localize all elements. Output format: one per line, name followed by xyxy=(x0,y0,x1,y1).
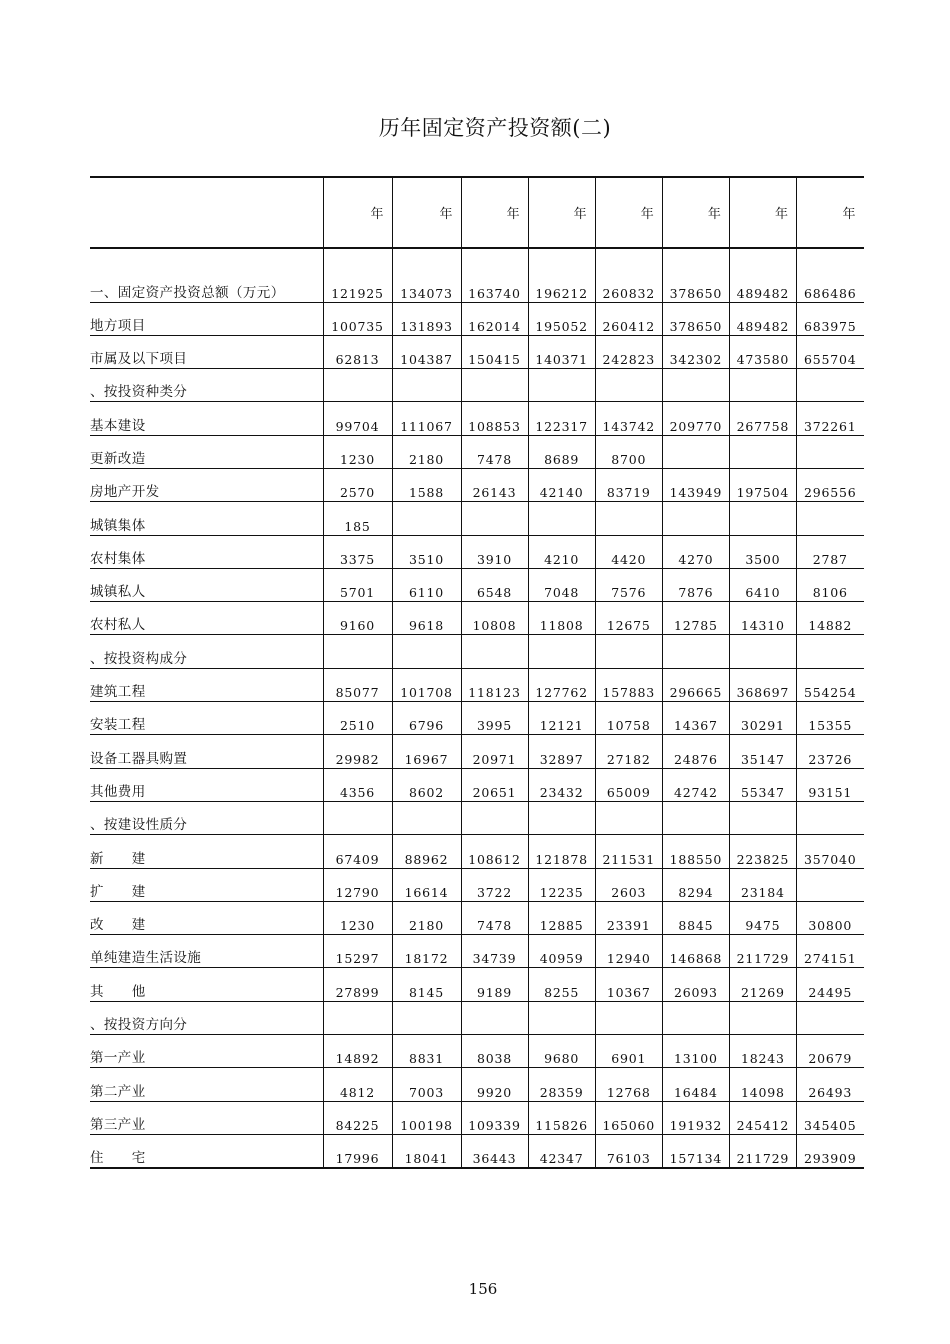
value-cell: 223825 xyxy=(729,835,796,868)
table-row xyxy=(90,1101,864,1134)
investment-table xyxy=(90,176,864,1169)
value-cell: 1230 xyxy=(323,901,392,934)
value-cell: 84225 xyxy=(323,1101,392,1134)
row-label: 、按投资种类分 xyxy=(90,369,323,402)
value-cell: 191932 xyxy=(662,1101,729,1134)
value-cell: 9920 xyxy=(461,1068,528,1101)
value-cell: 134073 xyxy=(392,248,461,302)
value-cell: 20971 xyxy=(461,735,528,768)
value-cell: 368697 xyxy=(729,668,796,701)
table-row xyxy=(90,1035,864,1068)
value-cell xyxy=(392,502,461,535)
table-row xyxy=(90,335,864,368)
value-cell: 357040 xyxy=(796,835,863,868)
row-label: 农村集体 xyxy=(90,535,323,568)
value-cell: 10367 xyxy=(595,968,662,1001)
value-cell: 23184 xyxy=(729,868,796,901)
header-corner-cell xyxy=(90,177,323,248)
value-cell: 211729 xyxy=(729,1134,796,1167)
value-cell xyxy=(323,635,392,668)
value-cell: 42742 xyxy=(662,768,729,801)
value-cell: 9618 xyxy=(392,602,461,635)
table-row xyxy=(90,568,864,601)
value-cell: 14367 xyxy=(662,702,729,735)
value-cell: 188550 xyxy=(662,835,729,868)
year-header-cell: 年 xyxy=(392,177,461,248)
value-cell: 32897 xyxy=(528,735,595,768)
value-cell: 473580 xyxy=(729,335,796,368)
value-cell xyxy=(595,801,662,834)
table-row xyxy=(90,935,864,968)
value-cell: 23391 xyxy=(595,901,662,934)
value-cell: 2603 xyxy=(595,868,662,901)
value-cell: 23726 xyxy=(796,735,863,768)
value-cell: 9680 xyxy=(528,1035,595,1068)
value-cell: 15297 xyxy=(323,935,392,968)
value-cell xyxy=(392,369,461,402)
value-cell: 3722 xyxy=(461,868,528,901)
value-cell xyxy=(796,502,863,535)
value-cell: 18041 xyxy=(392,1134,461,1167)
row-label: 、按投资方向分 xyxy=(90,1001,323,1034)
value-cell: 163740 xyxy=(461,248,528,302)
value-cell xyxy=(392,635,461,668)
table-row xyxy=(90,402,864,435)
value-cell xyxy=(323,801,392,834)
table-row xyxy=(90,868,864,901)
value-cell: 28359 xyxy=(528,1068,595,1101)
value-cell: 83719 xyxy=(595,468,662,501)
table-row xyxy=(90,468,864,501)
table-row xyxy=(90,768,864,801)
value-cell: 13100 xyxy=(662,1035,729,1068)
value-cell: 7478 xyxy=(461,901,528,934)
value-cell xyxy=(729,635,796,668)
value-cell: 99704 xyxy=(323,402,392,435)
row-label: 其他费用 xyxy=(90,768,323,801)
table-row xyxy=(90,735,864,768)
row-label: 地方项目 xyxy=(90,302,323,335)
value-cell: 14310 xyxy=(729,602,796,635)
value-cell: 26143 xyxy=(461,468,528,501)
value-cell: 10758 xyxy=(595,702,662,735)
row-label: 新 建 xyxy=(90,835,323,868)
value-cell: 8294 xyxy=(662,868,729,901)
value-cell: 4270 xyxy=(662,535,729,568)
table-row xyxy=(90,801,864,834)
value-cell: 345405 xyxy=(796,1101,863,1134)
row-label: 单纯建造生活设施 xyxy=(90,935,323,968)
value-cell: 143949 xyxy=(662,468,729,501)
year-header-cell: 年 xyxy=(729,177,796,248)
value-cell: 108853 xyxy=(461,402,528,435)
value-cell: 9160 xyxy=(323,602,392,635)
value-cell: 34739 xyxy=(461,935,528,968)
row-label: 安装工程 xyxy=(90,702,323,735)
value-cell: 18172 xyxy=(392,935,461,968)
value-cell xyxy=(461,801,528,834)
value-cell xyxy=(595,1001,662,1034)
table-row xyxy=(90,668,864,701)
value-cell: 3510 xyxy=(392,535,461,568)
value-cell: 5701 xyxy=(323,568,392,601)
value-cell: 140371 xyxy=(528,335,595,368)
value-cell: 7048 xyxy=(528,568,595,601)
value-cell: 6410 xyxy=(729,568,796,601)
row-label: 城镇私人 xyxy=(90,568,323,601)
value-cell: 108612 xyxy=(461,835,528,868)
value-cell xyxy=(528,1001,595,1034)
value-cell xyxy=(528,502,595,535)
value-cell: 42347 xyxy=(528,1134,595,1167)
value-cell: 121925 xyxy=(323,248,392,302)
row-label: 一、固定资产投资总额（万元） xyxy=(90,248,323,302)
value-cell: 6110 xyxy=(392,568,461,601)
row-label: 农村私人 xyxy=(90,602,323,635)
value-cell: 245412 xyxy=(729,1101,796,1134)
value-cell: 157134 xyxy=(662,1134,729,1167)
value-cell: 16967 xyxy=(392,735,461,768)
value-cell: 242823 xyxy=(595,335,662,368)
value-cell: 88962 xyxy=(392,835,461,868)
value-cell xyxy=(461,369,528,402)
value-cell: 211531 xyxy=(595,835,662,868)
value-cell xyxy=(662,635,729,668)
table-row xyxy=(90,1001,864,1034)
value-cell: 36443 xyxy=(461,1134,528,1167)
value-cell: 3995 xyxy=(461,702,528,735)
row-label: 更新改造 xyxy=(90,435,323,468)
table-row xyxy=(90,635,864,668)
table-body xyxy=(90,248,864,1168)
row-label: 城镇集体 xyxy=(90,502,323,535)
value-cell: 372261 xyxy=(796,402,863,435)
value-cell xyxy=(729,502,796,535)
value-cell: 296556 xyxy=(796,468,863,501)
row-label: 房地产开发 xyxy=(90,468,323,501)
value-cell: 211729 xyxy=(729,935,796,968)
value-cell: 342302 xyxy=(662,335,729,368)
value-cell: 8106 xyxy=(796,568,863,601)
value-cell: 4356 xyxy=(323,768,392,801)
row-label: 改 建 xyxy=(90,901,323,934)
value-cell: 62813 xyxy=(323,335,392,368)
value-cell xyxy=(729,435,796,468)
year-header-cell: 年 xyxy=(796,177,863,248)
value-cell xyxy=(461,1001,528,1034)
row-label: 、按建设性质分 xyxy=(90,801,323,834)
table-row xyxy=(90,302,864,335)
value-cell: 101708 xyxy=(392,668,461,701)
value-cell: 12785 xyxy=(662,602,729,635)
value-cell: 100735 xyxy=(323,302,392,335)
value-cell xyxy=(729,1001,796,1034)
value-cell xyxy=(461,635,528,668)
value-cell: 7576 xyxy=(595,568,662,601)
value-cell: 165060 xyxy=(595,1101,662,1134)
value-cell: 3910 xyxy=(461,535,528,568)
value-cell: 2787 xyxy=(796,535,863,568)
value-cell: 111067 xyxy=(392,402,461,435)
value-cell xyxy=(662,801,729,834)
value-cell: 683975 xyxy=(796,302,863,335)
value-cell: 8689 xyxy=(528,435,595,468)
value-cell: 40959 xyxy=(528,935,595,968)
value-cell: 1230 xyxy=(323,435,392,468)
value-cell xyxy=(729,369,796,402)
year-header-cell: 年 xyxy=(461,177,528,248)
value-cell: 55347 xyxy=(729,768,796,801)
value-cell: 18243 xyxy=(729,1035,796,1068)
value-cell: 12675 xyxy=(595,602,662,635)
row-label: 第二产业 xyxy=(90,1068,323,1101)
value-cell: 7876 xyxy=(662,568,729,601)
value-cell: 30800 xyxy=(796,901,863,934)
row-label: 扩 建 xyxy=(90,868,323,901)
value-cell: 93151 xyxy=(796,768,863,801)
value-cell: 76103 xyxy=(595,1134,662,1167)
value-cell: 12940 xyxy=(595,935,662,968)
value-cell: 378650 xyxy=(662,248,729,302)
value-cell: 4420 xyxy=(595,535,662,568)
value-cell: 2180 xyxy=(392,901,461,934)
table-row xyxy=(90,835,864,868)
value-cell: 26093 xyxy=(662,968,729,1001)
value-cell: 260832 xyxy=(595,248,662,302)
value-cell: 686486 xyxy=(796,248,863,302)
row-label: 基本建设 xyxy=(90,402,323,435)
value-cell: 378650 xyxy=(662,302,729,335)
value-cell xyxy=(796,868,863,901)
value-cell xyxy=(392,801,461,834)
value-cell: 85077 xyxy=(323,668,392,701)
value-cell: 26493 xyxy=(796,1068,863,1101)
value-cell: 197504 xyxy=(729,468,796,501)
year-header-cell: 年 xyxy=(595,177,662,248)
year-header-cell: 年 xyxy=(528,177,595,248)
row-label: 住 宅 xyxy=(90,1134,323,1167)
value-cell: 8845 xyxy=(662,901,729,934)
value-cell xyxy=(528,635,595,668)
value-cell: 2180 xyxy=(392,435,461,468)
value-cell xyxy=(796,435,863,468)
value-cell xyxy=(796,1001,863,1034)
value-cell: 6548 xyxy=(461,568,528,601)
table-header xyxy=(90,177,864,248)
row-label: 第一产业 xyxy=(90,1035,323,1068)
value-cell: 115826 xyxy=(528,1101,595,1134)
value-cell xyxy=(595,635,662,668)
row-label: 、按投资构成分 xyxy=(90,635,323,668)
value-cell: 4210 xyxy=(528,535,595,568)
value-cell: 24876 xyxy=(662,735,729,768)
value-cell xyxy=(796,369,863,402)
value-cell xyxy=(796,801,863,834)
value-cell xyxy=(662,1001,729,1034)
value-cell: 14892 xyxy=(323,1035,392,1068)
value-cell: 65009 xyxy=(595,768,662,801)
value-cell: 23432 xyxy=(528,768,595,801)
value-cell: 109339 xyxy=(461,1101,528,1134)
value-cell xyxy=(729,801,796,834)
value-cell: 100198 xyxy=(392,1101,461,1134)
value-cell: 27899 xyxy=(323,968,392,1001)
header-row xyxy=(90,177,864,248)
value-cell xyxy=(662,502,729,535)
table-row xyxy=(90,602,864,635)
value-cell: 35147 xyxy=(729,735,796,768)
value-cell: 12768 xyxy=(595,1068,662,1101)
value-cell: 118123 xyxy=(461,668,528,701)
row-label: 设备工器具购置 xyxy=(90,735,323,768)
value-cell: 30291 xyxy=(729,702,796,735)
value-cell: 8602 xyxy=(392,768,461,801)
value-cell: 209770 xyxy=(662,402,729,435)
value-cell: 2510 xyxy=(323,702,392,735)
value-cell xyxy=(461,502,528,535)
table-row xyxy=(90,901,864,934)
table-row xyxy=(90,502,864,535)
table-row xyxy=(90,1134,864,1167)
page-title: 历年固定资产投资额(二) xyxy=(378,116,612,140)
value-cell xyxy=(323,369,392,402)
table-row xyxy=(90,1068,864,1101)
value-cell: 1588 xyxy=(392,468,461,501)
value-cell: 3375 xyxy=(323,535,392,568)
table-row xyxy=(90,369,864,402)
row-label: 其 他 xyxy=(90,968,323,1001)
value-cell: 15355 xyxy=(796,702,863,735)
row-label: 建筑工程 xyxy=(90,668,323,701)
value-cell: 11808 xyxy=(528,602,595,635)
value-cell: 127762 xyxy=(528,668,595,701)
value-cell: 7478 xyxy=(461,435,528,468)
value-cell: 143742 xyxy=(595,402,662,435)
table-row xyxy=(90,248,864,302)
year-header-cell: 年 xyxy=(323,177,392,248)
value-cell: 267758 xyxy=(729,402,796,435)
value-cell: 296665 xyxy=(662,668,729,701)
table-row xyxy=(90,435,864,468)
value-cell: 16484 xyxy=(662,1068,729,1101)
value-cell: 6901 xyxy=(595,1035,662,1068)
value-cell xyxy=(528,369,595,402)
value-cell: 293909 xyxy=(796,1134,863,1167)
value-cell: 14098 xyxy=(729,1068,796,1101)
value-cell: 12121 xyxy=(528,702,595,735)
value-cell: 162014 xyxy=(461,302,528,335)
value-cell: 20679 xyxy=(796,1035,863,1068)
value-cell: 260412 xyxy=(595,302,662,335)
value-cell xyxy=(796,635,863,668)
value-cell: 20651 xyxy=(461,768,528,801)
value-cell: 104387 xyxy=(392,335,461,368)
value-cell: 9189 xyxy=(461,968,528,1001)
value-cell: 9475 xyxy=(729,901,796,934)
value-cell: 29982 xyxy=(323,735,392,768)
value-cell: 195052 xyxy=(528,302,595,335)
value-cell: 4812 xyxy=(323,1068,392,1101)
value-cell: 8831 xyxy=(392,1035,461,1068)
row-label: 市属及以下项目 xyxy=(90,335,323,368)
value-cell: 121878 xyxy=(528,835,595,868)
value-cell: 122317 xyxy=(528,402,595,435)
value-cell: 146868 xyxy=(662,935,729,968)
value-cell xyxy=(662,435,729,468)
value-cell: 67409 xyxy=(323,835,392,868)
value-cell: 185 xyxy=(323,502,392,535)
value-cell: 131893 xyxy=(392,302,461,335)
value-cell: 12235 xyxy=(528,868,595,901)
value-cell xyxy=(595,369,662,402)
value-cell: 10808 xyxy=(461,602,528,635)
value-cell: 8700 xyxy=(595,435,662,468)
value-cell: 274151 xyxy=(796,935,863,968)
value-cell: 157883 xyxy=(595,668,662,701)
value-cell: 27182 xyxy=(595,735,662,768)
year-header-cell: 年 xyxy=(662,177,729,248)
value-cell xyxy=(662,369,729,402)
value-cell: 21269 xyxy=(729,968,796,1001)
value-cell xyxy=(323,1001,392,1034)
value-cell: 42140 xyxy=(528,468,595,501)
value-cell: 8255 xyxy=(528,968,595,1001)
value-cell: 16614 xyxy=(392,868,461,901)
value-cell: 196212 xyxy=(528,248,595,302)
value-cell xyxy=(392,1001,461,1034)
value-cell: 2570 xyxy=(323,468,392,501)
value-cell: 14882 xyxy=(796,602,863,635)
value-cell: 3500 xyxy=(729,535,796,568)
value-cell: 12885 xyxy=(528,901,595,934)
value-cell: 6796 xyxy=(392,702,461,735)
table-row xyxy=(90,968,864,1001)
value-cell: 554254 xyxy=(796,668,863,701)
value-cell: 12790 xyxy=(323,868,392,901)
value-cell: 489482 xyxy=(729,248,796,302)
value-cell: 489482 xyxy=(729,302,796,335)
value-cell: 7003 xyxy=(392,1068,461,1101)
table-row xyxy=(90,702,864,735)
row-label: 第三产业 xyxy=(90,1101,323,1134)
page-number: 156 xyxy=(468,1280,498,1298)
value-cell xyxy=(595,502,662,535)
table-row xyxy=(90,535,864,568)
value-cell: 8038 xyxy=(461,1035,528,1068)
value-cell: 150415 xyxy=(461,335,528,368)
value-cell: 17996 xyxy=(323,1134,392,1167)
value-cell: 24495 xyxy=(796,968,863,1001)
value-cell xyxy=(528,801,595,834)
value-cell: 655704 xyxy=(796,335,863,368)
value-cell: 8145 xyxy=(392,968,461,1001)
